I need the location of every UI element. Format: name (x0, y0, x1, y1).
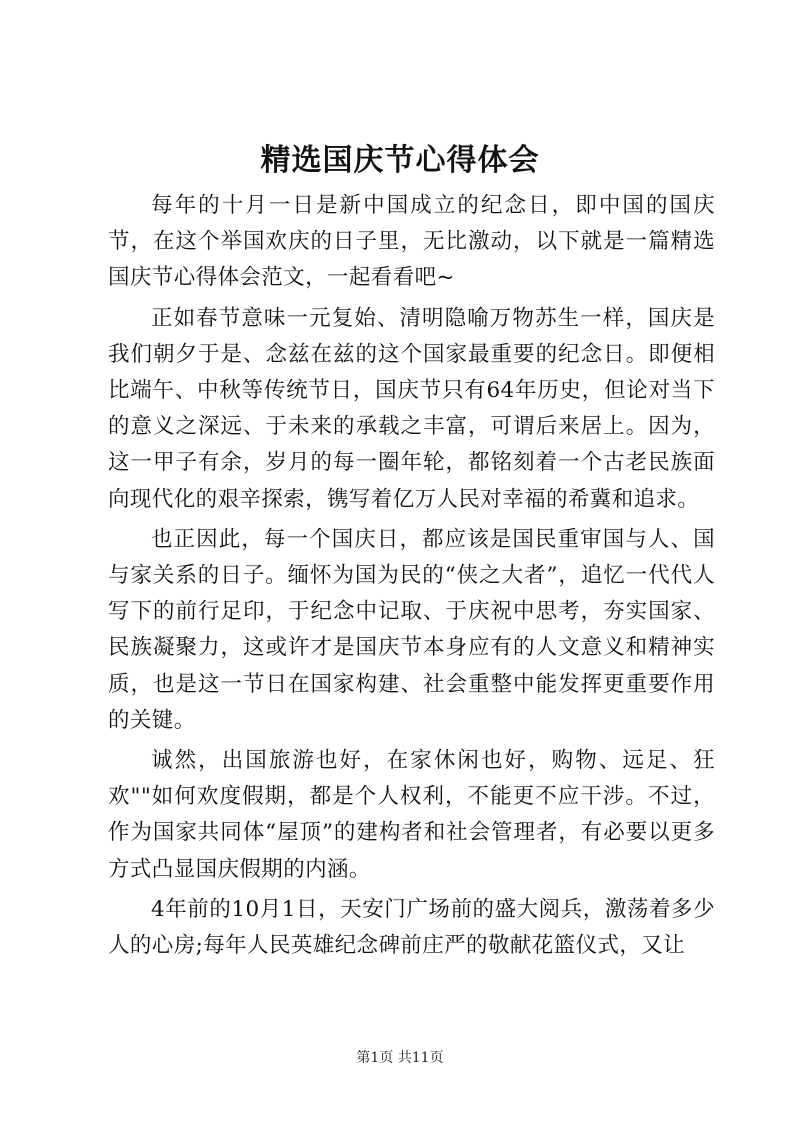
document-title: 精选国庆节心得体会 (260, 143, 540, 178)
page-number-footer: 第1页 共11页 (356, 1050, 444, 1066)
paragraph: 4年前的10月1日，天安门广场前的盛大阅兵，激荡着多少人的心房;每年人民英雄纪念碑前庄严的敬献花篮仪式，又让 (108, 896, 715, 959)
paragraph: 诚然，出国旅游也好，在家休闲也好，购物、远足、狂欢""如何欢度假期，都是个人权利，不能更不应干涉。不过，作为国家共同体“屋顶”的建构者和社会管理者，有必要以更多方式凸显国庆假期的内涵。 (108, 748, 715, 882)
paragraph: 每年的十月一日是新中国成立的纪念日，即中国的国庆节，在这个举国欢庆的日子里，无比激动，以下就是一篇精选国庆节心得体会范文，一起看看吧~ (108, 193, 715, 291)
paragraph: 正如春节意味一元复始、清明隐喻万物苏生一样，国庆是我们朝夕于是、念兹在兹的这个国家最重要的纪念日。即便相比端午、中秋等传统节日，国庆节只有64年历史，但论对当下的意义之深远、于未来的承载之丰富，可谓后来居上。因为，这一甲子有余，岁月的每一圈年轮，都铭刻着一个古老民族面向现代化的艰辛探索，镌写着亿万人民对幸福的希冀和追求。 (108, 305, 715, 512)
paragraph: 也正因此，每一个国庆日，都应该是国民重审国与人、国与家关系的日子。缅怀为国为民的“侠之大者”，追忆一代代人写下的前行足印，于纪念中记取、于庆祝中思考，夯实国家、民族凝聚力，这或许才是国庆节本身应有的人文意义和精神实质，也是这一节日在国家构建、社会重整中能发挥更重要作用的关键。 (108, 526, 715, 733)
document-body (108, 188, 715, 968)
